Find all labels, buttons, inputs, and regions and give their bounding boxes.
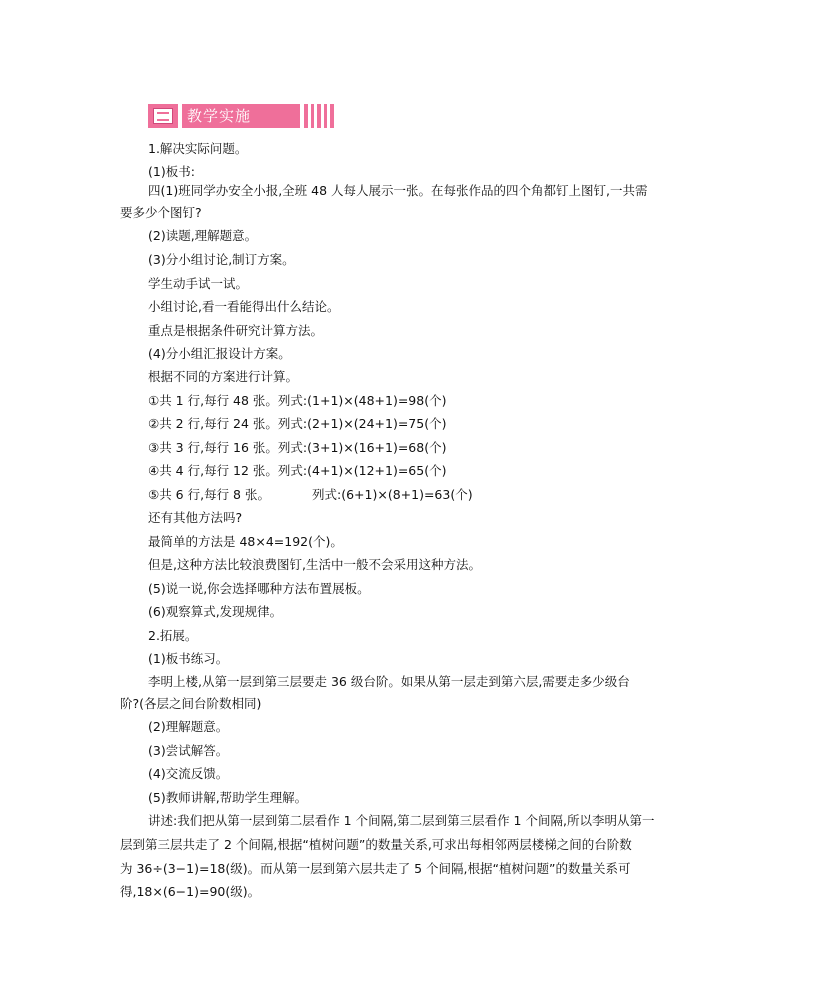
paragraph-line: (4)交流反馈。 (148, 766, 229, 781)
paragraph-line: (5)教师讲解,帮助学生理解。 (148, 790, 308, 805)
paragraph-line: 最简单的方法是 48×4=192(个)。 (148, 534, 343, 549)
plan-formula: 列式:(6+1)×(8+1)=63(个) (312, 487, 473, 502)
banner-stripe (330, 104, 334, 128)
plan-line: ①共 1 行,每行 48 张。列式:(1+1)×(48+1)=98(个) (148, 393, 447, 408)
paragraph-line: (3)尝试解答。 (148, 743, 229, 758)
paragraph-line: 为 36÷(3−1)=18(级)。而从第一层到第六层共走了 5 个间隔,根据“植树问题”的数量关系可 (120, 861, 631, 876)
paragraph-line: (1)板书: (148, 164, 195, 179)
paragraph-line: (6)观察算式,发现规律。 (148, 604, 283, 619)
plan-line: ③共 3 行,每行 16 张。列式:(3+1)×(16+1)=68(个) (148, 440, 447, 455)
paragraph-line: 小组讨论,看一看能得出什么结论。 (148, 299, 340, 314)
section-title: 教学实施 (182, 104, 300, 128)
plan-line: ②共 2 行,每行 24 张。列式:(2+1)×(24+1)=75(个) (148, 416, 447, 431)
paragraph-line: 重点是根据条件研究计算方法。 (148, 323, 324, 338)
paragraph-line: 四(1)班同学办安全小报,全班 48 人每人展示一张。在每张作品的四个角都钉上图钉,一共需 (148, 183, 648, 198)
banner-stripe (304, 104, 308, 128)
paragraph-line: (2)理解题意。 (148, 719, 229, 734)
paragraph-line: 但是,这种方法比较浪费图钉,生活中一般不会采用这种方法。 (148, 557, 481, 572)
banner-stripe (317, 104, 321, 128)
banner-stripe (324, 104, 327, 128)
paragraph-line: 阶?(各层之间台阶数相同) (120, 696, 262, 711)
section-number (149, 105, 150, 106)
paragraph-line: 要多少个图钉? (120, 205, 202, 220)
paragraph-line: 李明上楼,从第一层到第三层要走 36 级台阶。如果从第一层走到第六层,需要走多少级台 (148, 674, 630, 689)
paragraph-line: 层到第三层共走了 2 个间隔,根据“植树问题”的数量关系,可求出每相邻两层楼梯之间的台阶数 (120, 837, 632, 852)
paragraph-line: (5)说一说,你会选择哪种方法布置展板。 (148, 581, 370, 596)
paragraph-line: 讲述:我们把从第一层到第二层看作 1 个间隔,第二层到第三层看作 1 个间隔,所以李明从第一 (148, 813, 655, 828)
paragraph-line: 学生动手试一试。 (148, 276, 249, 291)
section-number-badge (148, 104, 178, 128)
paragraph-line: 得,18×(6−1)=90(级)。 (120, 884, 261, 899)
paragraph-line: 还有其他方法吗? (148, 510, 243, 525)
paragraph-line: 2.拓展。 (148, 628, 198, 643)
banner-stripe (311, 104, 314, 128)
paragraph-line: (3)分小组讨论,制订方案。 (148, 252, 295, 267)
paragraph-line: 根据不同的方案进行计算。 (148, 369, 299, 384)
paragraph-line: (4)分小组汇报设计方案。 (148, 346, 291, 361)
plan-line: ④共 4 行,每行 12 张。列式:(4+1)×(12+1)=65(个) (148, 463, 447, 478)
section-banner (148, 104, 335, 128)
plan-line: ⑤共 6 行,每行 8 张。 (148, 487, 270, 502)
paragraph-line: (2)读题,理解题意。 (148, 228, 258, 243)
paragraph-line: (1)板书练习。 (148, 651, 229, 666)
paragraph-line: 1.解决实际问题。 (148, 141, 248, 156)
